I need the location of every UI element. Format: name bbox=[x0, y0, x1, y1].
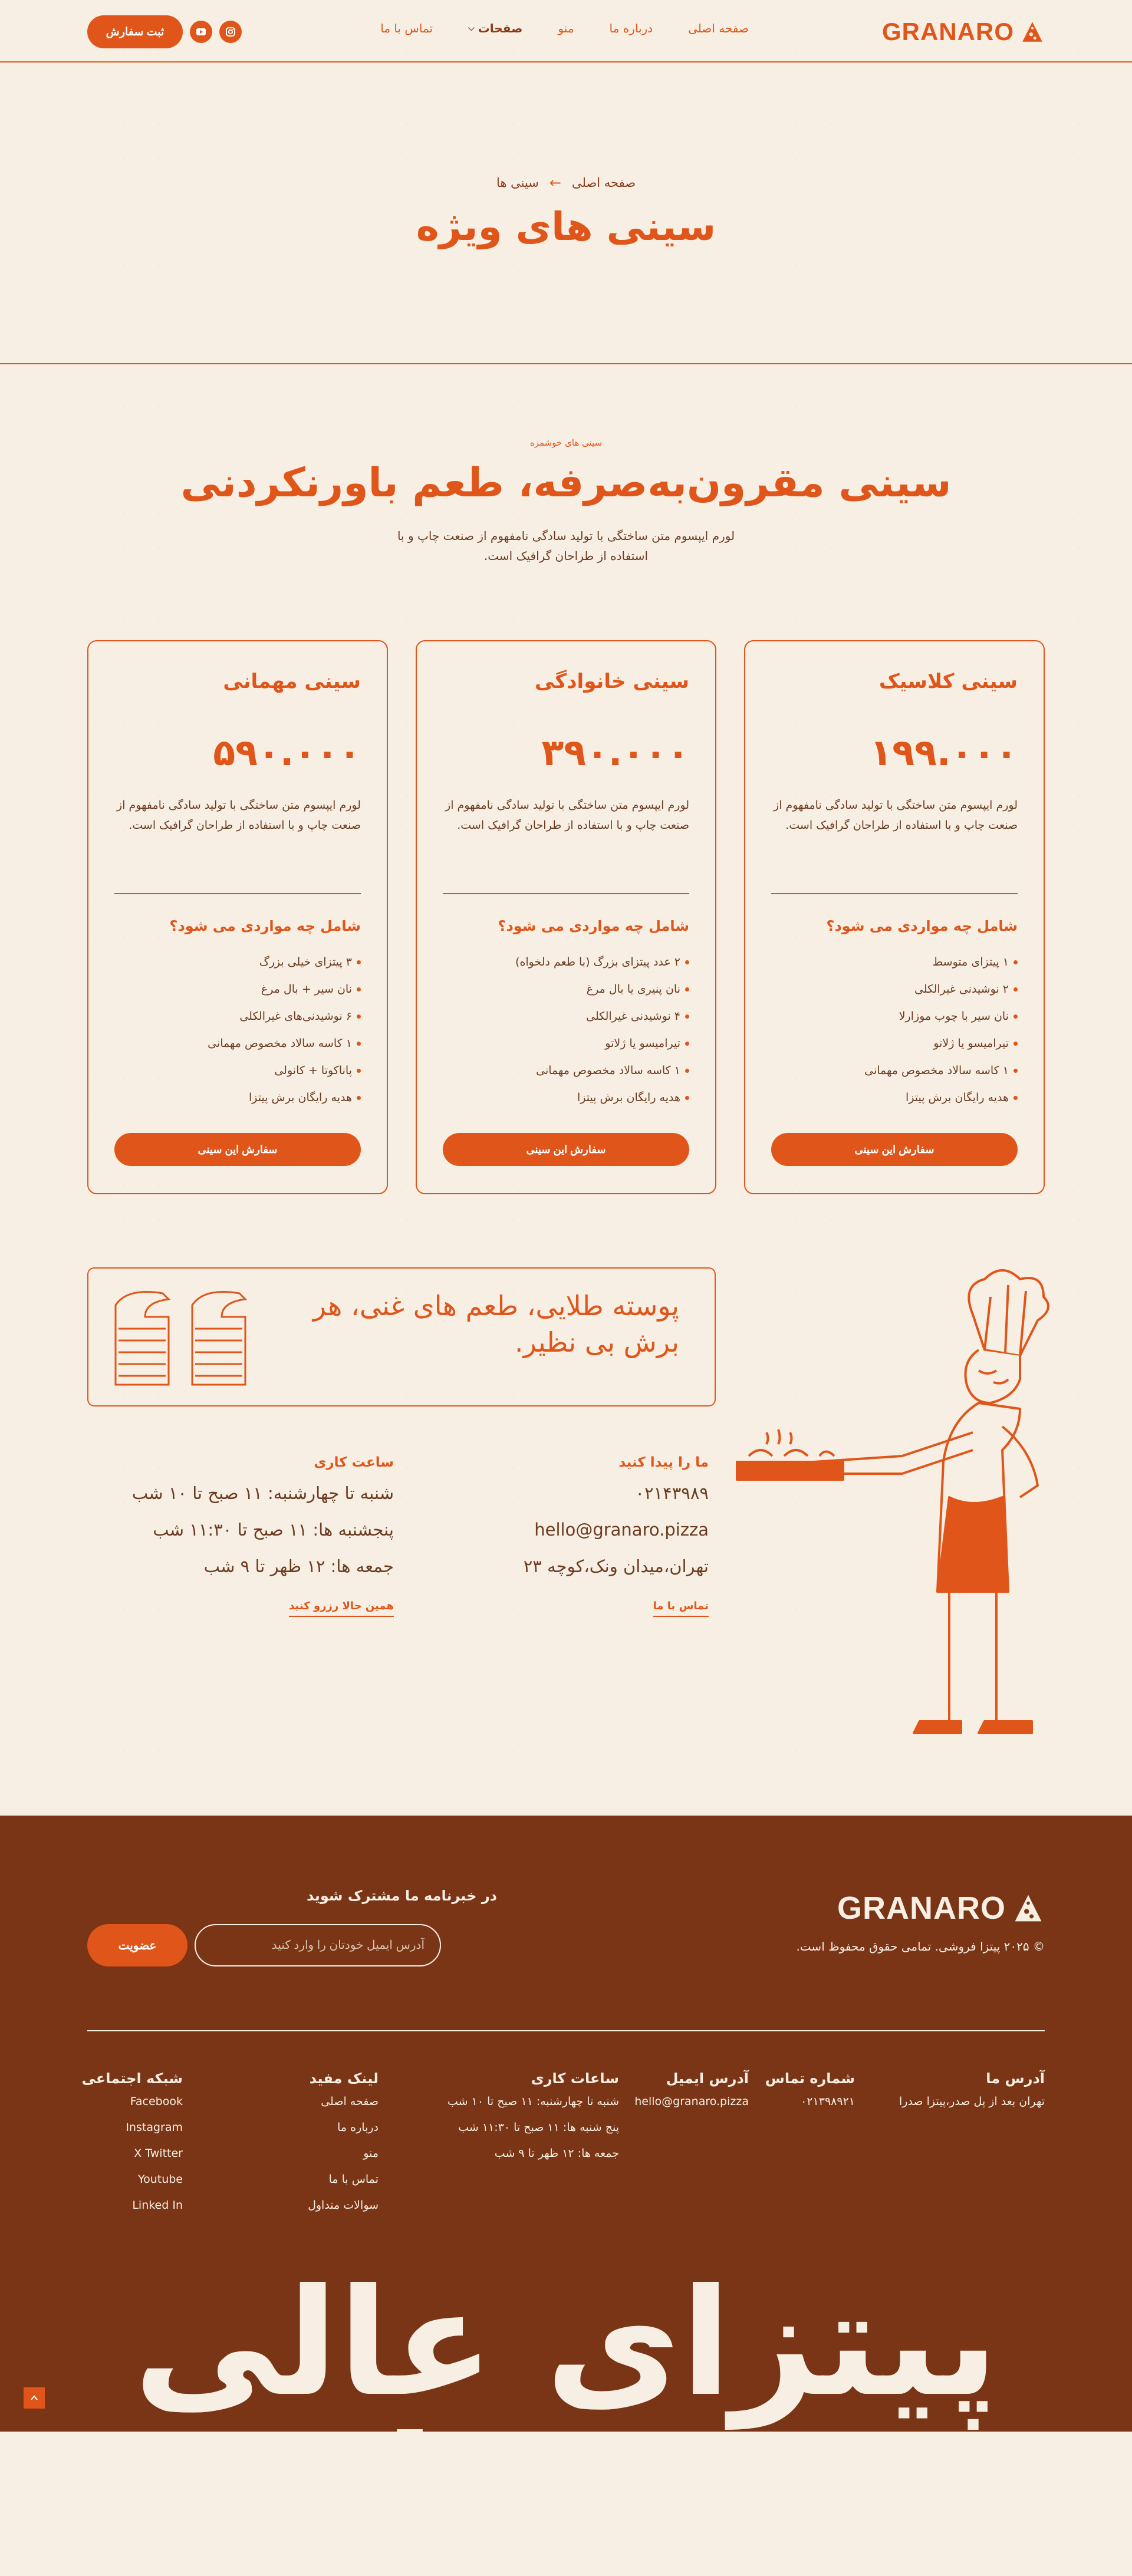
scroll-to-top-button[interactable] bbox=[24, 2387, 45, 2409]
footer-col-text: جمعه ها: ۱۲ ظهر تا ۹ شب bbox=[494, 2147, 619, 2160]
nav-menu[interactable]: منو bbox=[558, 21, 574, 35]
footer-col-email bbox=[634, 2070, 749, 2113]
pizza-slice-icon bbox=[1012, 1892, 1045, 1925]
feature-text: ۲ عدد پیتزای بزرگ (با طعم دلخواه) bbox=[515, 956, 680, 969]
nav-about[interactable]: درباره ما bbox=[609, 21, 653, 35]
tray-card-family bbox=[416, 640, 716, 1194]
bullet-icon bbox=[1013, 1014, 1018, 1019]
youtube-icon[interactable] bbox=[190, 21, 212, 43]
quote-text: پوسته طلایی، طعم های غنی، هر برش بی نظیر. bbox=[312, 1290, 679, 1358]
breadcrumb-home[interactable]: صفحه اصلی bbox=[571, 176, 636, 190]
breadcrumb-current: سینی ها bbox=[496, 176, 539, 190]
card-name: سینی خانوادگی bbox=[534, 670, 689, 693]
footer-col-text: تهران بعد از پل صدر،پیتزا صدرا bbox=[899, 2095, 1045, 2108]
bullet-icon bbox=[357, 987, 361, 991]
bullet-icon bbox=[357, 1042, 361, 1046]
nav-pages[interactable] bbox=[468, 21, 522, 35]
card-name: سینی کلاسیک bbox=[878, 670, 1018, 693]
social-link-twitter[interactable]: X Twitter bbox=[134, 2147, 183, 2160]
footer-col-links bbox=[308, 2070, 379, 2216]
feature-text: ۳ پیتزای خیلی بزرگ bbox=[259, 956, 352, 969]
social-link-instagram[interactable]: Instagram bbox=[126, 2121, 183, 2134]
card-description: لورم ایپسوم متن ساختگی با تولید سادگی نامفهوم از صنعت چاپ و با استفاده از طراحان گرافیک است. bbox=[117, 799, 361, 832]
card-description: لورم ایپسوم متن ساختگی با تولید سادگی نامفهوم از صنعت چاپ و با استفاده از طراحان گرافیک است. bbox=[445, 799, 689, 832]
site-header bbox=[0, 0, 1132, 62]
feature-text: ۲ نوشیدنی غیرالکلی bbox=[914, 983, 1009, 996]
opening-hours-block bbox=[132, 1455, 394, 1617]
feature-text: ۱ کاسه سالاد مخصوص مهمانی bbox=[208, 1037, 352, 1050]
footer-col-text: شنبه تا چهارشنبه: ۱۱ صبح تا ۱۰ شب bbox=[447, 2095, 619, 2108]
bullet-icon bbox=[1013, 960, 1018, 964]
footer-big-text: پیتزای عالی صدرا bbox=[133, 2257, 999, 2576]
bullet-icon bbox=[1013, 987, 1018, 991]
hours-line: پنجشنبه ها: ۱۱ صبح تا ۱۱:۳۰ شب bbox=[153, 1520, 394, 1540]
section-description: لورم ایپسوم متن ساختگی با تولید سادگی نامفهوم از صنعت چاپ و با استفاده از طراحان گرافیک است. bbox=[397, 529, 735, 563]
bullet-icon bbox=[1013, 1042, 1018, 1046]
contact-us-link[interactable]: تماس با ما bbox=[653, 1600, 709, 1617]
feature-text: نان سیر با چوب موزارلا bbox=[899, 1010, 1009, 1023]
arrow-left-icon: ← bbox=[549, 174, 561, 191]
social-link-youtube[interactable]: Youtube bbox=[138, 2173, 183, 2186]
chef-illustration bbox=[725, 1261, 1055, 1745]
find-us-title: ما را پیدا کنید bbox=[618, 1455, 709, 1470]
pizza-slice-icon bbox=[1020, 19, 1045, 44]
feature-text: ۱ پیتزای متوسط bbox=[932, 956, 1009, 969]
includes-title: شامل چه مواردی می شود؟ bbox=[826, 918, 1018, 934]
tray-card-party bbox=[87, 640, 388, 1194]
subscribe-button[interactable]: عضویت bbox=[87, 1924, 187, 1966]
footer-col-address bbox=[899, 2070, 1045, 2113]
feature-text: ۱ کاسه سالاد مخصوص مهمانی bbox=[864, 1064, 1009, 1077]
social-link-linkedin[interactable]: Linked In bbox=[132, 2199, 183, 2212]
feature-item bbox=[443, 948, 689, 976]
order-tray-button[interactable]: سفارش این سینی bbox=[771, 1133, 1018, 1166]
footer-col-social bbox=[82, 2070, 183, 2216]
footer-col-text[interactable]: hello@granaro.pizza bbox=[634, 2095, 749, 2108]
feature-text: پاناکوتا + کانولی bbox=[274, 1064, 352, 1077]
feature-list bbox=[771, 948, 1018, 1111]
footer-col-text[interactable]: ۰۲۱۳۹۸۹۲۱ bbox=[801, 2095, 855, 2108]
feature-text: هدیه رایگان برش پیتزا bbox=[577, 1091, 680, 1104]
card-divider bbox=[771, 893, 1018, 894]
copyright-text: © ۲۰۲۵ پیتزا فروشی. تمامی حقوق محفوظ است. bbox=[796, 1939, 1045, 1954]
feature-item bbox=[114, 1003, 361, 1030]
feature-text: هدیه رایگان برش پیتزا bbox=[905, 1091, 1009, 1104]
section-title: سینی مقرون‌به‌صرفه، طعم باورنکردنی bbox=[180, 460, 952, 506]
footer-divider bbox=[87, 2030, 1045, 2031]
footer-link[interactable]: تماس با ما bbox=[328, 2173, 379, 2186]
tray-card-classic bbox=[744, 640, 1045, 1194]
footer-col-title: آدرس ما bbox=[986, 2070, 1045, 2087]
card-description: لورم ایپسوم متن ساختگی با تولید سادگی نامفهوم از صنعت چاپ و با استفاده از طراحان گرافیک است. bbox=[774, 799, 1018, 832]
feature-item bbox=[443, 1084, 689, 1111]
feature-text: ۴ نوشیدنی غیرالکلی bbox=[586, 1010, 680, 1023]
social-link-facebook[interactable]: Facebook bbox=[130, 2095, 183, 2108]
brand-logo[interactable] bbox=[882, 18, 1045, 46]
footer-link[interactable]: سوالات متداول bbox=[308, 2199, 379, 2212]
footer-link[interactable]: منو bbox=[363, 2147, 379, 2160]
newsletter-title: در خبرنامه ما مشترک شوید bbox=[307, 1887, 497, 1904]
footer-link[interactable]: صفحه اصلی bbox=[321, 2095, 379, 2108]
footer-col-title: ساعات کاری bbox=[531, 2070, 619, 2087]
quote-marks-icon bbox=[104, 1282, 251, 1394]
hours-line: شنبه تا چهارشنبه: ۱۱ صبح تا ۱۰ شب bbox=[131, 1483, 394, 1503]
bullet-icon bbox=[357, 960, 361, 964]
footer-col-title: شبکه اجتماعی bbox=[81, 2070, 183, 2087]
feature-text: ۱ کاسه سالاد مخصوص مهمانی bbox=[536, 1064, 680, 1077]
bullet-icon bbox=[685, 1042, 689, 1046]
feature-item bbox=[771, 1084, 1018, 1111]
email-address[interactable]: hello@granaro.pizza bbox=[534, 1520, 709, 1540]
feature-item bbox=[771, 1030, 1018, 1057]
feature-text: نان پنیری یا بال مرغ bbox=[586, 983, 680, 996]
card-divider bbox=[443, 893, 689, 894]
site-footer bbox=[0, 1816, 1132, 2576]
quote-box bbox=[87, 1267, 716, 1406]
footer-col-hours bbox=[447, 2070, 619, 2165]
street-address: تهران،میدان ونک،کوچه ۲۳ bbox=[523, 1556, 709, 1576]
page-title: سینی های ویژه bbox=[416, 204, 716, 249]
newsletter-email-input[interactable] bbox=[195, 1924, 441, 1966]
feature-text: هدیه رایگان برش پیتزا bbox=[248, 1091, 352, 1104]
feature-list bbox=[114, 948, 361, 1111]
section-kicker: سینی های خوشمزه bbox=[529, 437, 603, 448]
bullet-icon bbox=[357, 1014, 361, 1019]
page-hero bbox=[0, 62, 1132, 364]
find-us-block bbox=[524, 1455, 709, 1617]
bullet-icon bbox=[685, 1069, 689, 1073]
bullet-icon bbox=[685, 1014, 689, 1019]
header-actions bbox=[87, 15, 242, 48]
footer-brand-name: GRANARO bbox=[837, 1890, 1006, 1926]
feature-item bbox=[443, 1003, 689, 1030]
feature-item bbox=[114, 1084, 361, 1111]
footer-logo[interactable] bbox=[837, 1890, 1045, 1926]
order-tray-button[interactable]: سفارش این سینی bbox=[443, 1133, 689, 1166]
card-price: ۵۹۰.۰۰۰ bbox=[213, 731, 361, 774]
hours-title: ساعت کاری bbox=[314, 1455, 394, 1470]
nav-home[interactable]: صفحه اصلی bbox=[688, 21, 749, 35]
feature-item bbox=[771, 1057, 1018, 1084]
footer-link[interactable]: درباره ما bbox=[337, 2121, 379, 2134]
chevron-down-icon: ⌵ bbox=[468, 24, 475, 33]
footer-col-title: آدرس ایمیل bbox=[666, 2070, 749, 2087]
feature-list bbox=[443, 948, 689, 1111]
bullet-icon bbox=[685, 987, 689, 991]
feature-item bbox=[114, 1057, 361, 1084]
order-tray-button[interactable]: سفارش این سینی bbox=[114, 1133, 361, 1166]
footer-col-text: پنج شنبه ها: ۱۱ صبح تا ۱۱:۳۰ شب bbox=[458, 2121, 619, 2134]
footer-col-title: لینک مفید bbox=[309, 2070, 379, 2087]
card-price: ۱۹۹.۰۰۰ bbox=[870, 731, 1018, 774]
bullet-icon bbox=[685, 1096, 689, 1100]
hours-line: جمعه ها: ۱۲ ظهر تا ۹ شب bbox=[203, 1556, 394, 1576]
feature-text: تیرامیسو یا ژلاتو bbox=[605, 1037, 680, 1050]
includes-title: شامل چه مواردی می شود؟ bbox=[169, 918, 361, 934]
includes-title: شامل چه مواردی می شود؟ bbox=[498, 918, 689, 934]
nav-contact[interactable]: تماس با ما bbox=[380, 21, 433, 35]
reserve-now-link[interactable]: همین حالا رزرو کنید bbox=[289, 1600, 394, 1617]
bullet-icon bbox=[1013, 1096, 1018, 1100]
instagram-icon[interactable] bbox=[219, 21, 242, 43]
nav-pages-label: صفحات bbox=[478, 21, 523, 35]
card-divider bbox=[114, 893, 361, 894]
feature-text: تیرامیسو یا ژلاتو bbox=[933, 1037, 1009, 1050]
brand-name: GRANARO bbox=[882, 18, 1014, 45]
feature-item bbox=[771, 948, 1018, 976]
feature-item bbox=[114, 976, 361, 1003]
main-nav bbox=[380, 21, 749, 35]
footer-col-title: شماره تماس bbox=[765, 2070, 855, 2087]
bullet-icon bbox=[1013, 1069, 1018, 1073]
bullet-icon bbox=[357, 1096, 361, 1100]
feature-item bbox=[114, 1030, 361, 1057]
order-button[interactable]: ثبت سفارش bbox=[87, 15, 183, 48]
card-price: ۳۹۰.۰۰۰ bbox=[541, 731, 689, 774]
chevron-up-icon bbox=[29, 2393, 39, 2403]
feature-text: نان سیر + بال مرغ bbox=[261, 983, 352, 996]
feature-item bbox=[443, 1057, 689, 1084]
breadcrumb bbox=[0, 174, 1132, 191]
feature-item bbox=[771, 976, 1018, 1003]
feature-item bbox=[443, 1030, 689, 1057]
feature-item bbox=[771, 1003, 1018, 1030]
phone-number[interactable]: ۰۲۱۴۳۹۸۹ bbox=[635, 1483, 709, 1503]
footer-col-phone bbox=[765, 2070, 855, 2113]
feature-item bbox=[114, 948, 361, 976]
feature-text: ۶ نوشیدنی‌های غیرالکلی bbox=[239, 1010, 352, 1023]
feature-item bbox=[443, 976, 689, 1003]
bullet-icon bbox=[685, 960, 689, 964]
bullet-icon bbox=[357, 1069, 361, 1073]
card-name: سینی مهمانی bbox=[223, 670, 361, 693]
